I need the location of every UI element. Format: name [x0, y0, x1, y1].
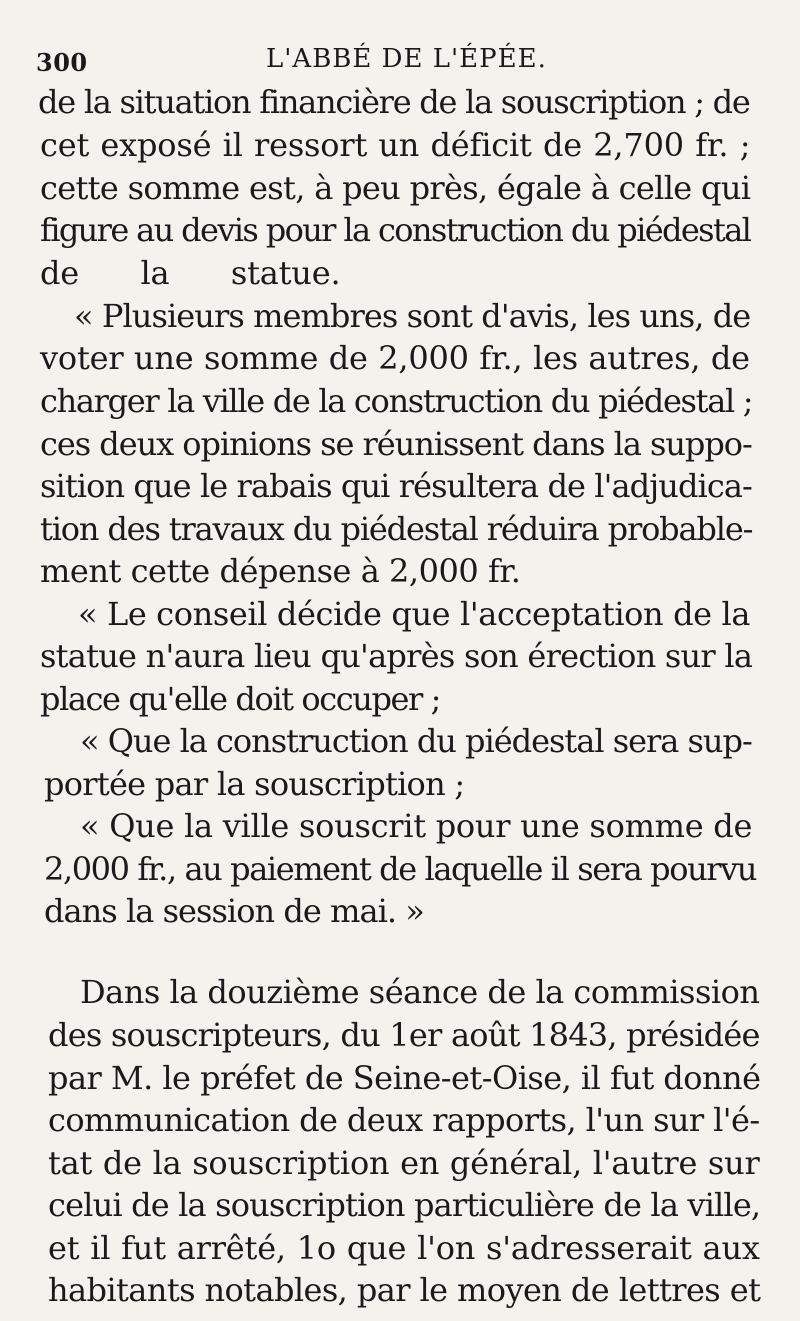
text-line: ment cette dépense à 2,000 fr.	[40, 552, 521, 590]
text-line: « Que la construction du piédestal sera sup-	[80, 722, 752, 760]
text-line: charger la ville de la construction du piédestal ;	[40, 382, 753, 420]
text-line: sition que le rabais qui résultera de l'adjudica-	[40, 467, 752, 505]
text-line: cet exposé il ressort un déficit de 2,700 fr. ;	[40, 126, 751, 164]
running-title: L'ABBÉ DE L'ÉPÉE.	[266, 44, 547, 74]
text-line: de la situation financière de la souscription ; de	[38, 83, 750, 121]
text-line: des souscripteurs, du 1er août 1843, présidée	[48, 1016, 760, 1054]
text-line: portée par la souscription ;	[44, 765, 465, 803]
text-line: habitants notables, par le moyen de lettres et	[48, 1271, 761, 1309]
text-line: de la statue.	[40, 254, 341, 292]
text-line: « Plusieurs membres sont d'avis, les uns, de	[74, 297, 751, 335]
page-number: 300	[36, 48, 88, 77]
text-line: 2,000 fr., au paiement de laquelle il sera pourvu	[44, 850, 757, 888]
text-line: et il fut arrêté, 1o que l'on s'adresserait aux	[48, 1229, 760, 1267]
text-line: tion des travaux du piédestal réduira probable-	[40, 510, 753, 548]
text-line: « Que la ville souscrit pour une somme de	[80, 807, 753, 845]
text-line: communication de deux rapports, l'un sur l'é-	[48, 1101, 760, 1139]
text-line: ces deux opinions se réunissent dans la suppo-	[40, 425, 752, 463]
page-header	[36, 44, 756, 76]
text-line: statue n'aura lieu qu'après son érection sur la	[40, 637, 753, 675]
text-line: celui de la souscription particulière de la ville,	[48, 1186, 761, 1224]
text-line: cette somme est, à peu près, égale à celle qui	[40, 169, 751, 207]
text-line: « Le conseil décide que l'acceptation de la	[78, 595, 751, 633]
text-line: par M. le préfet de Seine-et-Oise, il fut donné	[48, 1059, 761, 1097]
text-line: voter une somme de 2,000 fr., les autres, de	[40, 339, 750, 377]
text-line: tat de la souscription en général, l'autre sur	[48, 1144, 760, 1182]
text-line: place qu'elle doit occuper ;	[40, 680, 441, 718]
text-line: figure au devis pour la construction du piédestal	[40, 211, 751, 249]
text-line: dans la session de mai. »	[44, 892, 424, 930]
text-line: Dans la douzième séance de la commission	[80, 973, 760, 1011]
